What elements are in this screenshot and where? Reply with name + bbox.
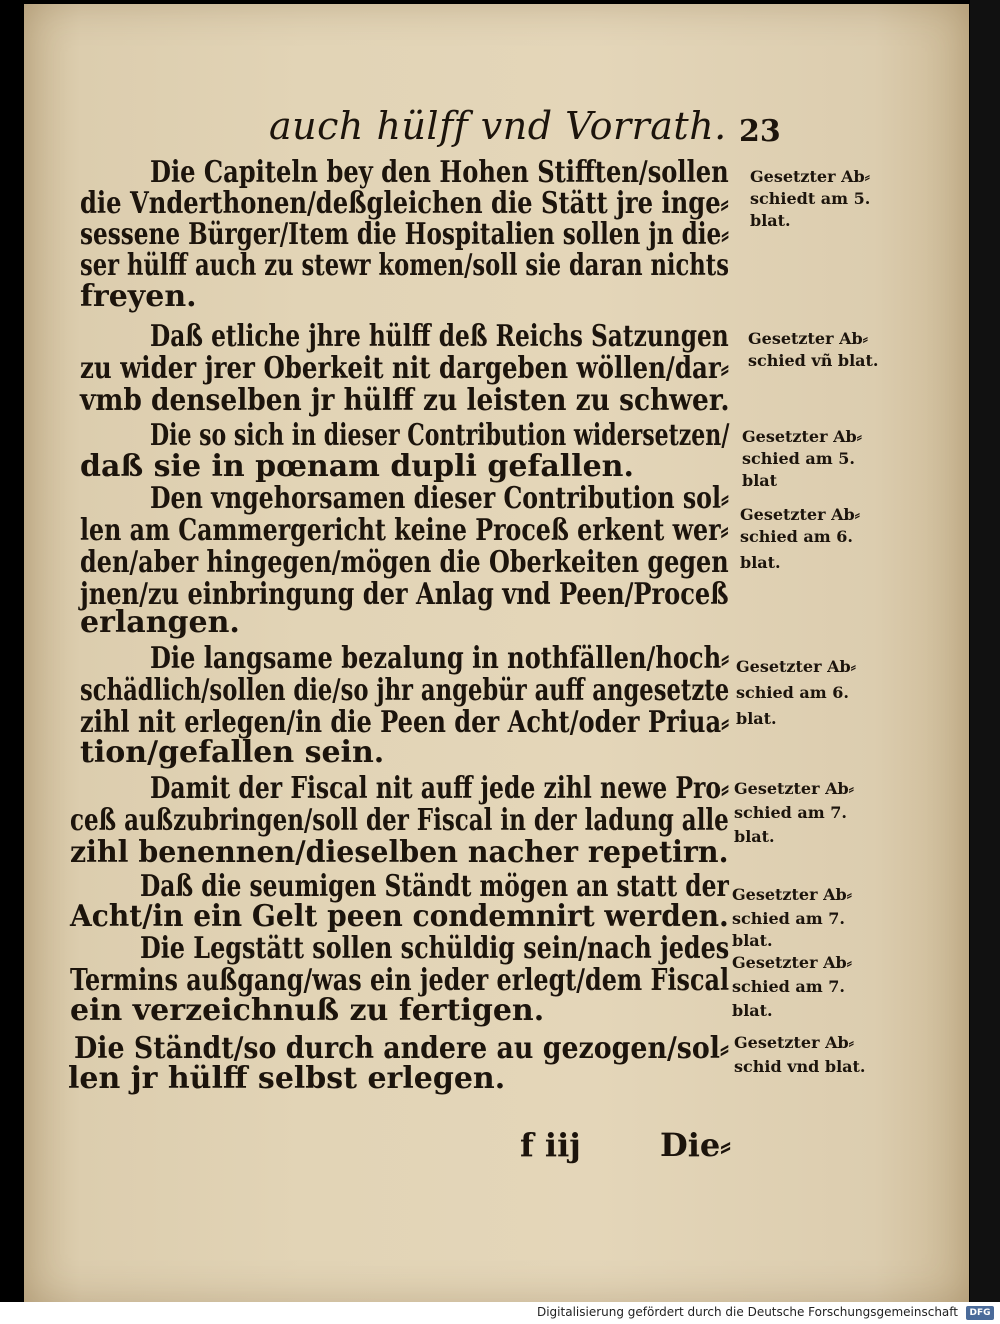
body-line: len am Cammergericht keine Proceß erkent wer⸗	[80, 513, 729, 548]
body-line: zihl benennen/dieselben nacher repetirn.	[70, 835, 729, 870]
margin-note-line: blat.	[734, 827, 775, 846]
body-line: Den vngehorsamen dieser Contribution sol⸗	[150, 481, 729, 516]
scan-edge	[970, 0, 1000, 1302]
running-head: auch hülff vnd Vorrath.	[269, 104, 727, 148]
body-line: ein verzeichnuß zu fertigen.	[70, 993, 545, 1028]
margin-note-line: schied am 7.	[734, 803, 847, 822]
body-line: die Vnderthonen/deßgleichen die Stätt jre inge⸗	[80, 186, 729, 221]
margin-note-line: Gesetzter Ab⸗	[732, 953, 853, 972]
body-line: vmb denselben jr hülff zu leisten zu schwer.	[80, 383, 730, 418]
margin-note-line: schied vñ blat.	[748, 351, 879, 370]
book-page	[24, 4, 969, 1302]
body-line: Daß etliche jhre hülff deß Reichs Satzungen	[150, 319, 729, 354]
margin-note-line: schied am 7.	[732, 977, 845, 996]
body-line: Die Capiteln bey den Hohen Stifften/sollen	[150, 155, 729, 190]
dfg-logo-icon: DFG	[966, 1306, 994, 1320]
folio-number: 23	[739, 114, 781, 149]
body-line: ceß außzubringen/soll der Fiscal in der ladung alle	[70, 803, 729, 838]
margin-note-line: schied am 6.	[740, 527, 853, 546]
margin-note-line: Gesetzter Ab⸗	[732, 885, 853, 904]
body-line: jnen/zu einbringung der Anlag vnd Peen/Proceß	[80, 577, 729, 612]
margin-note-line: Gesetzter Ab⸗	[740, 505, 861, 524]
margin-note-line: blat.	[740, 553, 781, 572]
margin-note-line: schid vnd blat.	[734, 1057, 866, 1076]
margin-note-line: Gesetzter Ab⸗	[748, 329, 869, 348]
body-line: den/aber hingegen/mögen die Oberkeiten gegen	[80, 545, 729, 580]
body-line: ser hülff auch zu stewr komen/soll sie daran nichts	[80, 248, 729, 283]
body-line: Die langsame bezalung in nothfällen/hoch⸗	[150, 641, 730, 676]
margin-note-line: blat.	[732, 931, 773, 950]
body-line: zu wider jrer Oberkeit nit dargeben wöllen/dar⸗	[80, 351, 729, 386]
body-line: len jr hülff selbst erlegen.	[68, 1061, 506, 1096]
margin-note-line: Gesetzter Ab⸗	[734, 1033, 855, 1052]
body-line: Damit der Fiscal nit auff jede zihl newe Pro⸗	[150, 771, 729, 806]
body-line: schädlich/sollen die/so jhr angebür auff angesetzte	[80, 673, 730, 708]
body-line: Daß die seumigen Ständt mögen an statt der	[140, 869, 729, 904]
margin-note-line: Gesetzter Ab⸗	[742, 427, 863, 446]
margin-note-line: blat.	[736, 709, 777, 728]
footer-credit: Digitalisierung gefördert durch die Deutsche Forschungsgemeinschaft	[536, 1305, 958, 1319]
body-line: zihl nit erlegen/in die Peen der Acht/oder Priua⸗	[80, 705, 730, 740]
body-line: Die Ständt/so durch andere au gezogen/sol⸗	[74, 1031, 729, 1066]
footer-bar	[0, 1302, 1000, 1324]
body-line: daß sie in pœnam dupli gefallen.	[80, 449, 634, 484]
catchword: Die⸗	[660, 1126, 731, 1164]
margin-note-line: schied am 7.	[732, 909, 845, 928]
body-line: erlangen.	[80, 605, 240, 640]
body-line: tion/gefallen sein.	[80, 735, 385, 770]
margin-note-line: Gesetzter Ab⸗	[736, 657, 857, 676]
body-line: Die so sich in dieser Contribution widersetzen/	[150, 418, 730, 453]
margin-note-line: blat.	[732, 1001, 773, 1020]
margin-note-line: schied am 5.	[742, 449, 855, 468]
margin-note-line: Gesetzter Ab⸗	[750, 167, 871, 186]
body-line: Termins außgang/was ein jeder erlegt/dem Fiscal	[70, 963, 730, 998]
body-line: Die Legstätt sollen schüldig sein/nach jedes	[140, 931, 730, 966]
margin-note-line: blat.	[750, 211, 791, 230]
signature-mark: f iij	[520, 1126, 581, 1164]
body-line: sessene Bürger/Item die Hospitalien sollen jn die⸗	[80, 217, 729, 252]
body-line: Acht/in ein Gelt peen condemnirt werden.	[70, 899, 729, 934]
margin-note-line: Gesetzter Ab⸗	[734, 779, 855, 798]
body-line: freyen.	[80, 279, 197, 314]
margin-note-line: schied am 6.	[736, 683, 849, 702]
margin-note-line: schiedt am 5.	[750, 189, 871, 208]
margin-note-line: blat	[742, 471, 778, 490]
